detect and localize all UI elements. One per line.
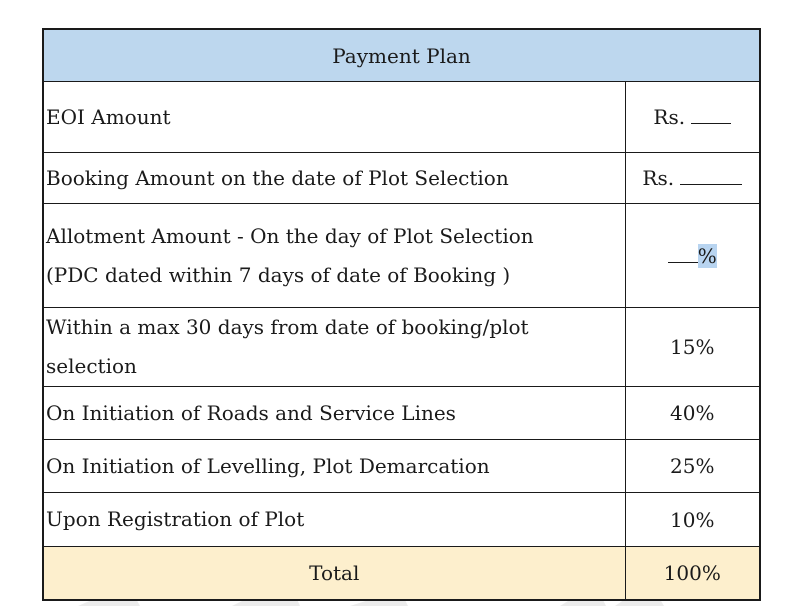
amount-prefix: Rs. [642, 166, 675, 190]
blank-line [691, 106, 731, 124]
stage-cell: Upon Registration of Plot [43, 493, 625, 547]
amount-cell: 25% [625, 440, 760, 493]
total-amount: 100% [625, 547, 760, 600]
highlighted-percent: % [697, 243, 717, 268]
table-header-row [43, 29, 760, 82]
amount-prefix: Rs. [653, 105, 686, 129]
amount-cell: 10% [625, 493, 760, 547]
table-row [43, 153, 760, 204]
stage-cell: On Initiation of Levelling, Plot Demarcation [43, 440, 625, 493]
amount-cell: 15% [625, 308, 760, 387]
amount-cell: 40% [625, 387, 760, 440]
total-row [43, 547, 760, 600]
payment-plan-table [42, 28, 761, 601]
table-row [43, 387, 760, 440]
amount-cell [625, 82, 760, 153]
blank-line [668, 245, 698, 263]
stage-cell: Booking Amount on the date of Plot Selection [43, 153, 625, 204]
table-row [43, 308, 760, 387]
amount-cell [625, 153, 760, 204]
stage-cell [43, 204, 625, 308]
table-title: Payment Plan [43, 29, 760, 82]
amount-cell [625, 204, 760, 308]
stage-cell: On Initiation of Roads and Service Lines [43, 387, 625, 440]
total-label: Total [43, 547, 625, 600]
table-row [43, 493, 760, 547]
stage-line-2: (PDC dated within 7 days of date of Booking ) [46, 262, 511, 287]
stage-cell: Within a max 30 days from date of booking/plot selection [43, 308, 625, 387]
blank-line [680, 167, 742, 185]
table-row [43, 440, 760, 493]
table-row [43, 204, 760, 308]
stage-cell: EOI Amount [43, 82, 625, 153]
stage-line-1: Allotment Amount - On the day of Plot Selection [46, 223, 534, 248]
table-row [43, 82, 760, 153]
